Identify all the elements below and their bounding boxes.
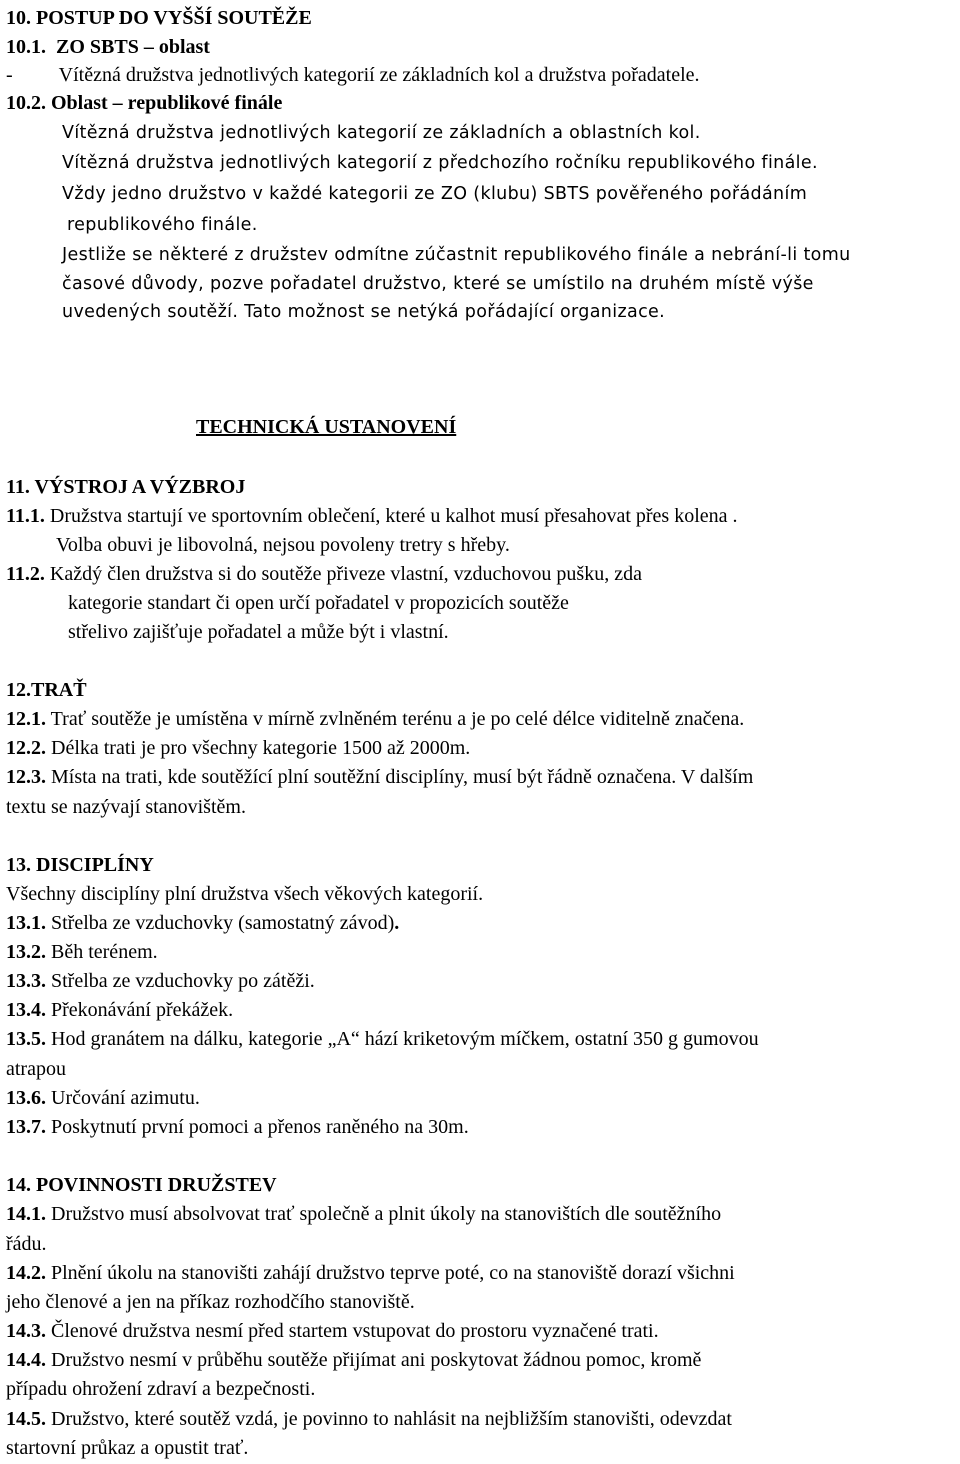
section-10-1-text: - Vítězná družstva jednotlivých kategorií ze základních kol a družstva pořadatele. bbox=[6, 64, 700, 86]
section-10-2-text-2: Vítězná družstva jednotlivých kategorií z předchozího ročníku republikového finále. bbox=[62, 153, 818, 173]
section-14-1-line: 14.1. Družstvo musí absolvovat trať společně a plnit úkoly na stanovištích dle soutěžního bbox=[6, 1203, 722, 1225]
technical-title: TECHNICKÁ USTANOVENÍ bbox=[196, 416, 457, 438]
section-13-1-line: 13.1. Střelba ze vzduchovky (samostatný závod). bbox=[6, 912, 400, 934]
section-10-1-line: 10.1. ZO SBTS – oblast bbox=[6, 36, 210, 58]
section-10-2-text-4: republikového finále. bbox=[67, 215, 258, 235]
section-10-2-text-5: Jestliže se některé z družstev odmítne zúčastnit republikového finále a nebrání-li tomu bbox=[62, 245, 851, 265]
section-11-1-cont: Volba obuvi je libovolná, nejsou povoleny tretry s hřeby. bbox=[56, 534, 510, 556]
section-11-2-line: 11.2. Každý člen družstva si do soutěže přiveze vlastní, vzduchovou pušku, zda bbox=[6, 563, 642, 585]
section-14-5-cont: startovní průkaz a opustit trať. bbox=[6, 1437, 249, 1459]
section-14-heading: 14. POVINNOSTI DRUŽSTEV bbox=[6, 1174, 277, 1196]
section-14-4-cont: případu ohrožení zdraví a bezpečnosti. bbox=[6, 1378, 316, 1400]
section-12-3-line: 12.3. Místa na trati, kde soutěžící plní soutěžní disciplíny, musí být řádně označena. V dalším bbox=[6, 766, 754, 788]
section-12-3-cont: textu se nazývají stanovištěm. bbox=[6, 796, 246, 818]
section-14-4-line: 14.4. Družstvo nesmí v průběhu soutěže přijímat ani poskytovat žádnou pomoc, kromě bbox=[6, 1349, 702, 1371]
section-10-2-text-6: časové důvody, pozve pořadatel družstvo, které se umístilo na druhém místě výše bbox=[62, 274, 814, 294]
section-13-intro: Všechny disciplíny plní družstva všech věkových kategorií. bbox=[6, 883, 484, 905]
section-12-heading: 12.TRAŤ bbox=[6, 679, 87, 701]
section-10-2-line: 10.2. Oblast – republikové finále bbox=[6, 92, 283, 114]
section-13-2-line: 13.2. Běh terénem. bbox=[6, 941, 158, 963]
section-11-heading: 11. VÝSTROJ A VÝZBROJ bbox=[6, 476, 246, 498]
section-14-1-cont: řádu. bbox=[6, 1233, 47, 1255]
section-14-3-line: 14.3. Členové družstva nesmí před startem vstupovat do prostoru vyznačené trati. bbox=[6, 1320, 659, 1342]
section-11-1-line: 11.1. Družstva startují ve sportovním oblečení, které u kalhot musí přesahovat přes kolena . bbox=[6, 505, 738, 527]
section-12-1-line: 12.1. Trať soutěže je umístěna v mírně zvlněném terénu a je po celé délce viditelně značena. bbox=[6, 708, 745, 730]
section-11-2-cont-2: střelivo zajišťuje pořadatel a může být i vlastní. bbox=[68, 621, 449, 643]
section-14-2-cont: jeho členové a jen na příkaz rozhodčího stanoviště. bbox=[6, 1291, 415, 1313]
section-13-5-cont: atrapou bbox=[6, 1058, 66, 1080]
section-14-2-line: 14.2. Plnění úkolu na stanovišti zahájí družstvo teprve poté, co na stanoviště dorazí všichni bbox=[6, 1262, 735, 1284]
section-10-heading: 10. POSTUP DO VYŠŠÍ SOUTĚŽE bbox=[6, 7, 312, 29]
section-10-2-text-1: Vítězná družstva jednotlivých kategorií ze základních a oblastních kol. bbox=[62, 123, 701, 143]
section-13-7-line: 13.7. Poskytnutí první pomoci a přenos raněného na 30m. bbox=[6, 1116, 469, 1138]
section-13-5-line: 13.5. Hod granátem na dálku, kategorie „A“ hází kriketovým míčkem, ostatní 350 g gumovou bbox=[6, 1028, 759, 1050]
section-13-3-line: 13.3. Střelba ze vzduchovky po zátěži. bbox=[6, 970, 315, 992]
section-10-2-text-3: Vždy jedno družstvo v každé kategorii ze ZO (klubu) SBTS pověřeného pořádáním bbox=[62, 184, 808, 204]
section-13-4-line: 13.4. Překonávání překážek. bbox=[6, 999, 234, 1021]
section-13-heading: 13. DISCIPLÍNY bbox=[6, 854, 154, 876]
section-13-6-line: 13.6. Určování azimutu. bbox=[6, 1087, 200, 1109]
section-14-5-line: 14.5. Družstvo, které soutěž vzdá, je povinno to nahlásit na nejbližším stanovišti, odevzdat bbox=[6, 1408, 732, 1430]
section-12-2-line: 12.2. Délka trati je pro všechny kategorie 1500 až 2000m. bbox=[6, 737, 471, 759]
section-10-2-text-7: uvedených soutěží. Tato možnost se netýká pořádající organizace. bbox=[62, 302, 666, 322]
section-11-2-cont-1: kategorie standart či open určí pořadatel v propozicích soutěže bbox=[68, 592, 569, 614]
